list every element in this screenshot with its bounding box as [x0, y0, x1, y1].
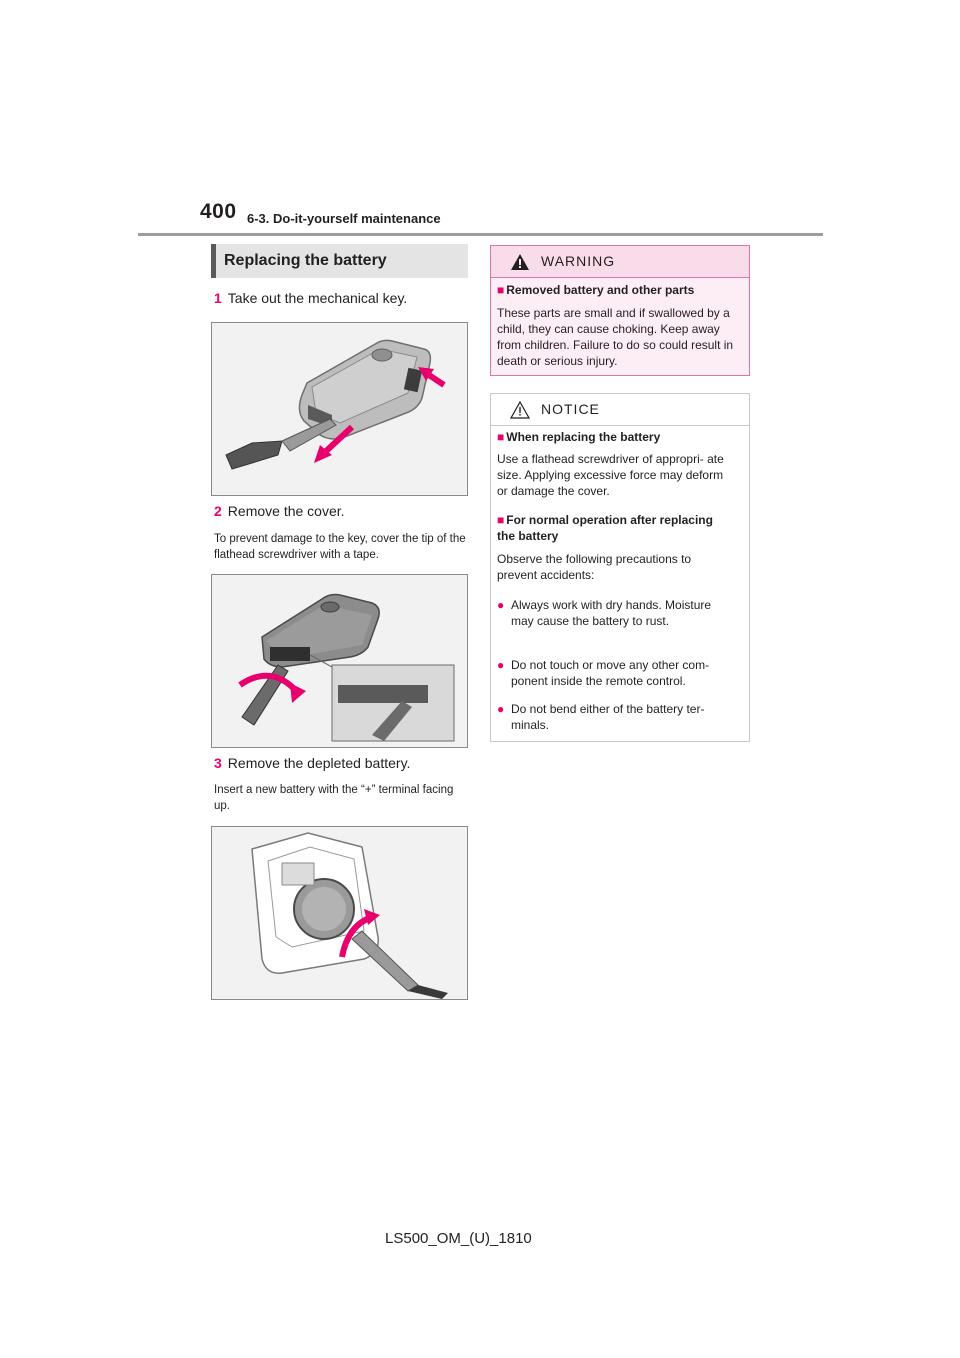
notice-box [490, 393, 750, 742]
notice-title: NOTICE [541, 401, 600, 417]
section-header: 6-3. Do-it-yourself maintenance [247, 211, 441, 226]
step-3 [214, 754, 410, 772]
step-2-note: To prevent damage to the key, cover the tip of the flathead screwdriver with a tape. [214, 533, 466, 561]
step-number: 2 [214, 503, 222, 519]
step-3-note: Insert a new battery with the “+” terminal facing up. [214, 784, 454, 812]
notice-heading-replacing: ■ When replacing the battery [497, 430, 661, 444]
notice-header [491, 394, 749, 426]
notice-bullet: ● Do not bend either of the battery ter- minals. [497, 702, 705, 732]
step-1 [214, 289, 407, 307]
notice-bullet: ● Do not touch or move any other com- ponent inside the remote control. [497, 658, 710, 688]
step-2 [214, 502, 345, 520]
step-number: 1 [214, 290, 222, 306]
warning-title: WARNING [541, 253, 616, 269]
warning-heading: ■ Removed battery and other parts [497, 283, 695, 297]
warning-header [491, 246, 749, 278]
page-number: 400 [200, 200, 237, 223]
warning-body: These parts are small and if swallowed by a child, they can cause choking. Keep away from children. Failure to do so could result in death or serious injury. [497, 306, 734, 368]
section-title: Replacing the battery [211, 244, 468, 278]
step-number: 3 [214, 755, 222, 771]
step-text: Remove the depleted battery. [227, 755, 411, 771]
notice-body-replacing: Use a flathead screwdriver of appropri- ate size. Applying excessive force may deform or damage the cover. [497, 452, 724, 498]
notice-bullet: ● Always work with dry hands. Moisture may cause the battery to rust. [497, 598, 712, 628]
notice-body-precautions: Observe the following precautions to prevent accidents: [497, 552, 692, 582]
warning-box [490, 245, 750, 376]
figure-remove-battery [211, 826, 468, 1000]
warning-triangle-icon [510, 253, 530, 271]
figure-remove-key [211, 322, 468, 496]
document-code: LS500_OM_(U)_1810 [385, 1230, 532, 1247]
notice-triangle-icon [510, 401, 530, 419]
step-text: Take out the mechanical key. [227, 290, 408, 306]
header-divider [138, 233, 823, 236]
figure-remove-cover [211, 574, 468, 748]
notice-heading-normal-operation: ■ For normal operation after replacing the battery [497, 513, 713, 543]
step-text: Remove the cover. [227, 503, 345, 519]
